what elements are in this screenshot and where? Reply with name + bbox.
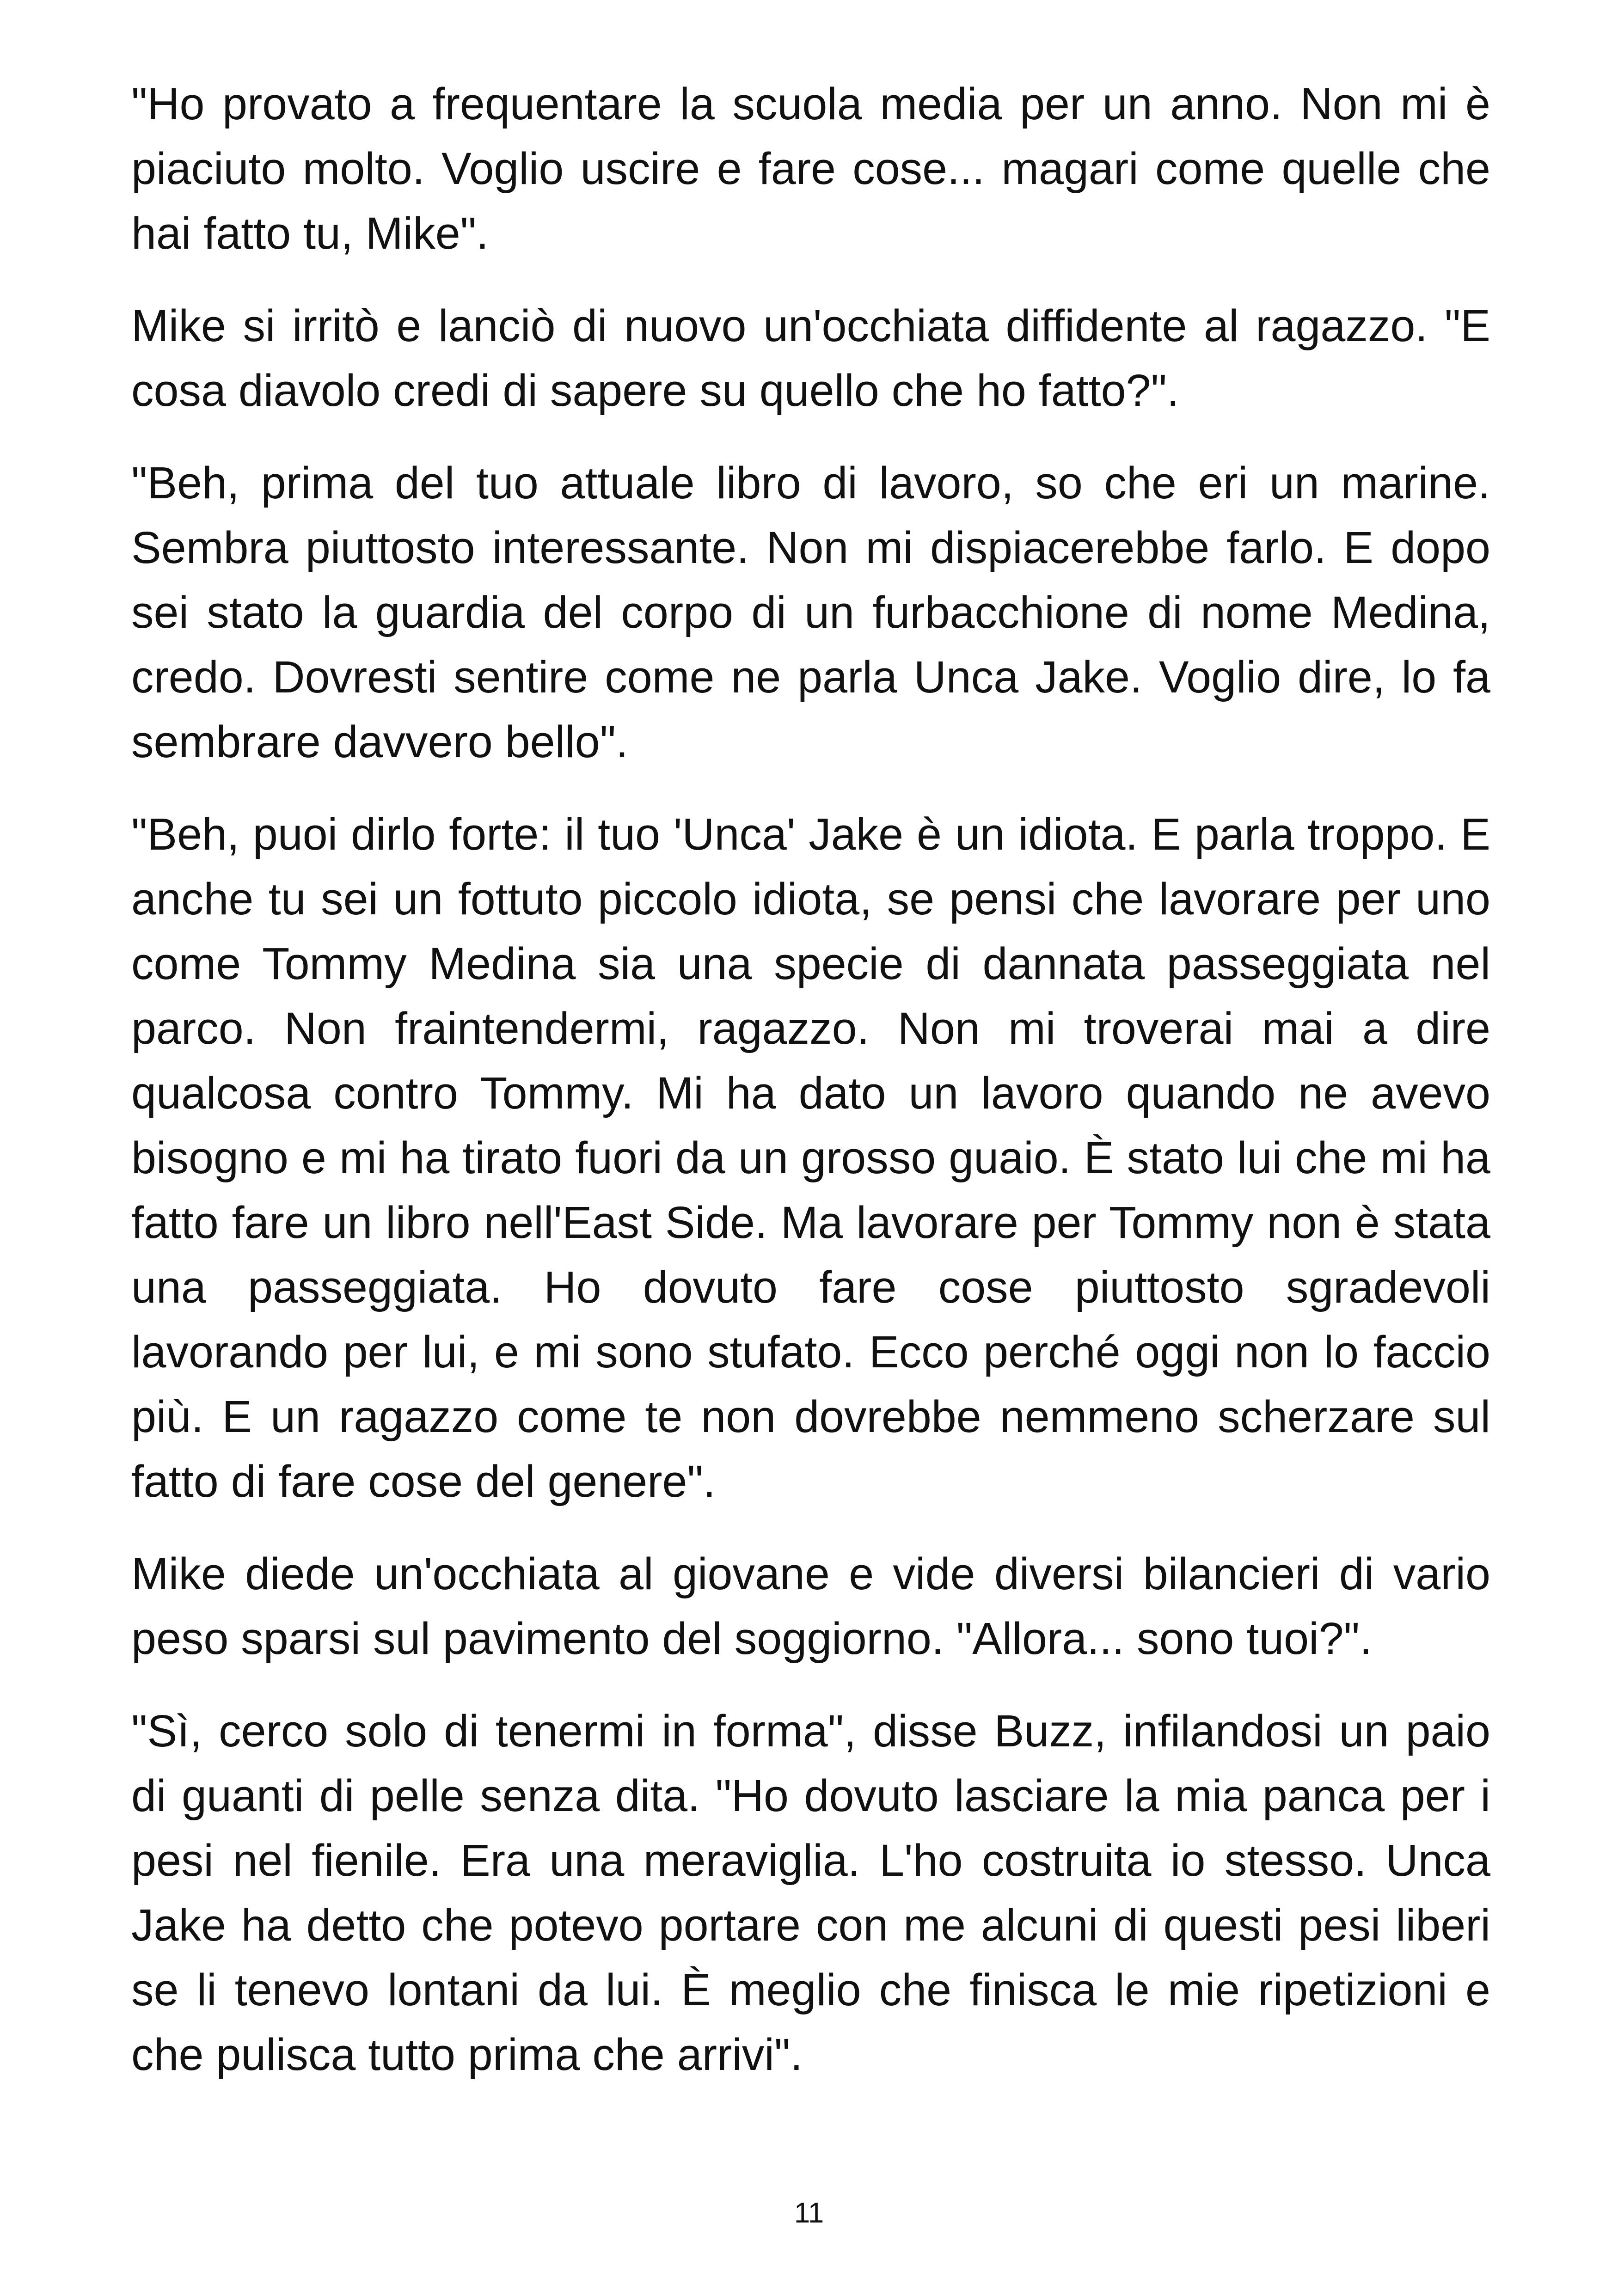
paragraph-4: "Beh, puoi dirlo forte: il tuo 'Unca' Jake è un idiota. E parla troppo. E anche tu sei un fottuto piccolo idiota, se pensi che lavorare per uno come Tommy Medina sia una specie di dannata passeggiata nel parco. Non fraintendermi, ragazzo. Non mi troverai mai a dire qualcosa contro Tommy. Mi ha dato un lavoro quando ne avevo bisogno e mi ha tirato fuori da un grosso guaio. È stato lui che mi ha fatto fare un libro nell'East Side. Ma lavorare per Tommy non è stata una passeggiata. Ho dovuto fare cose piuttosto sgradevoli lavorando per lui, e mi sono stufato. Ecco perché oggi non lo faccio più. E un ragazzo come te non dovrebbe nemmeno scherzare sul fatto di fare cose del genere". <box>131 809 1490 1506</box>
page-number: 11 <box>794 2197 824 2229</box>
paragraph-6: "Sì, cerco solo di tenermi in forma", disse Buzz, infilandosi un paio di guanti di pelle senza dita. "Ho dovuto lasciare la mia panca per i pesi nel fienile. Era una meraviglia. L'ho costruita io stesso. Unca Jake ha detto che potevo portare con me alcuni di questi pesi liberi se li tenevo lontani da lui. È meglio che finisca le mie ripetizioni e che pulisca tutto prima che arrivi". <box>131 1706 1490 2080</box>
paragraph-1: "Ho provato a frequentare la scuola media per un anno. Non mi è piaciuto molto. Voglio uscire e fare cose... magari come quelle che hai fatto tu, Mike". <box>131 79 1490 258</box>
paragraph-2: Mike si irritò e lanciò di nuovo un'occhiata diffidente al ragazzo. "E cosa diavolo credi di sapere su quello che ho fatto?". <box>131 300 1490 416</box>
paragraph-3: "Beh, prima del tuo attuale libro di lavoro, so che eri un marine. Sembra piuttosto interessante. Non mi dispiacerebbe farlo. E dopo sei stato la guardia del corpo di un furbacchione di nome Medina, credo. Dovresti sentire come ne parla Unca Jake. Voglio dire, lo fa sembrare davvero bello". <box>131 458 1490 767</box>
paragraph-5: Mike diede un'occhiata al giovane e vide diversi bilancieri di vario peso sparsi sul pavimento del soggiorno. "Allora... sono tuoi?". <box>131 1549 1490 1664</box>
body-text <box>131 72 1490 2115</box>
